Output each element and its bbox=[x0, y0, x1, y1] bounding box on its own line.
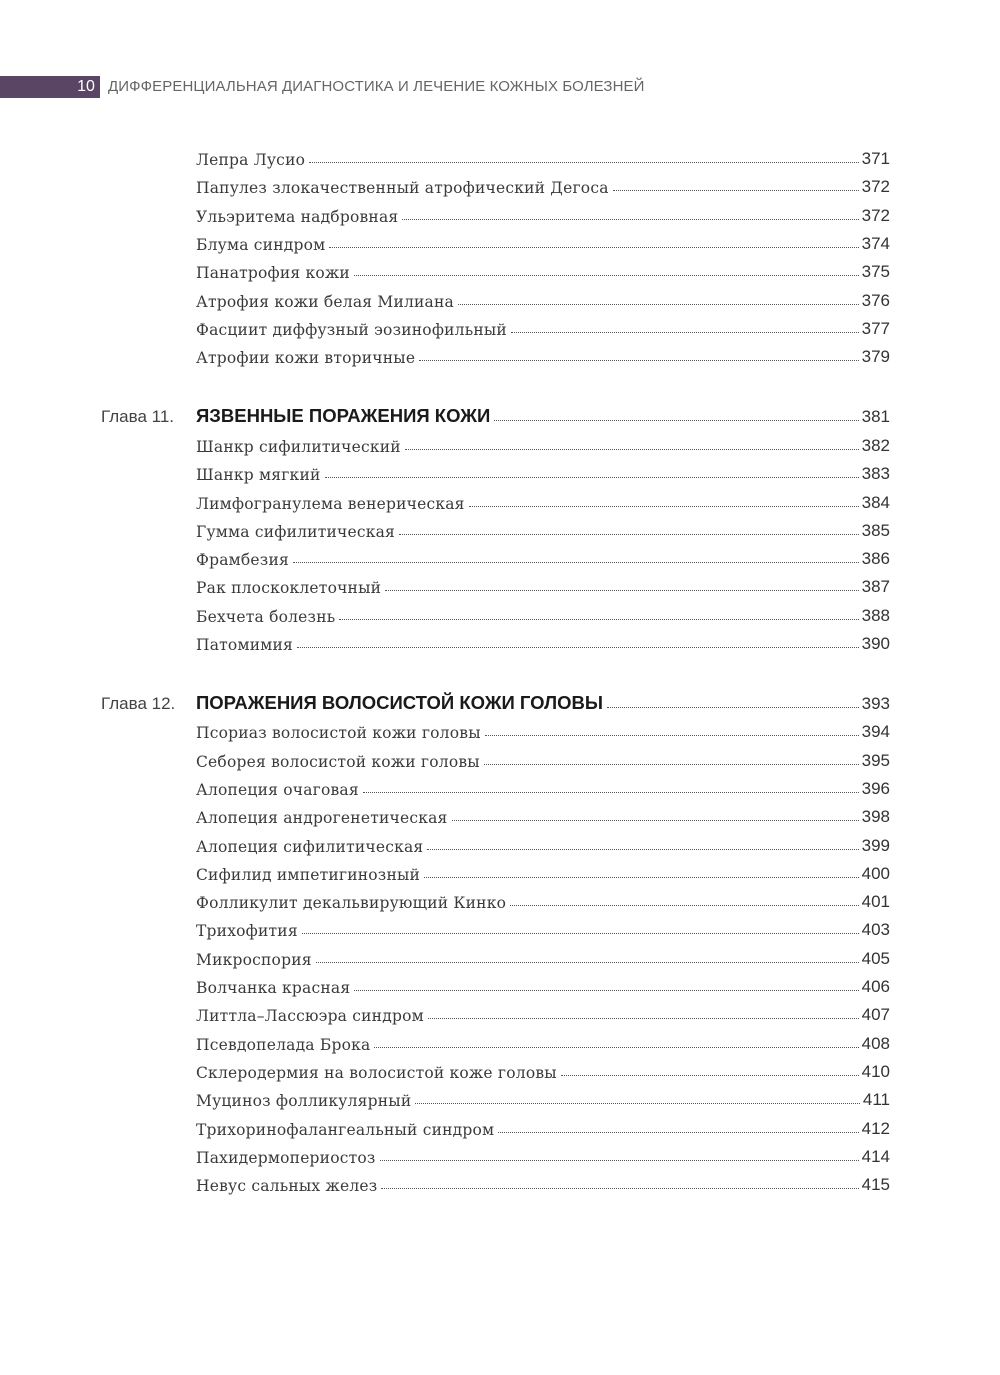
toc-entry-label: Фасциит диффузный эозинофильный bbox=[196, 321, 507, 339]
dot-leader bbox=[452, 820, 859, 821]
chapter-title: ЯЗВЕННЫЕ ПОРАЖЕНИЯ КОЖИ bbox=[196, 405, 491, 426]
toc-entry-label: Алопеция андрогенетическая bbox=[196, 809, 448, 827]
toc-entry-label: Псориаз волосистой кожи головы bbox=[196, 724, 481, 742]
toc-entry-label: Панатрофия кожи bbox=[196, 264, 350, 282]
toc-entry[interactable] bbox=[196, 517, 890, 541]
dot-leader bbox=[363, 792, 859, 793]
dot-leader bbox=[510, 905, 859, 906]
dot-leader bbox=[428, 1018, 859, 1019]
toc-entry-label: Блума синдром bbox=[196, 236, 326, 254]
dot-leader bbox=[484, 764, 859, 765]
dot-leader bbox=[325, 477, 859, 478]
chapter-number: Глава 12. bbox=[101, 694, 176, 713]
book-title: ДИФФЕРЕНЦИАЛЬНАЯ ДИАГНОСТИКА И ЛЕЧЕНИЕ КОЖНЫХ БОЛЕЗНЕЙ bbox=[108, 78, 645, 95]
dot-leader bbox=[498, 1132, 858, 1133]
toc-entry[interactable] bbox=[196, 803, 890, 827]
toc-entry-page: 383 bbox=[861, 464, 890, 483]
toc-entry-label: Атрофии кожи вторичные bbox=[196, 349, 416, 367]
chapter-page: 393 bbox=[861, 694, 890, 713]
dot-leader bbox=[511, 332, 859, 333]
toc-entry-label: Папулез злокачественный атрофический Дегоса bbox=[196, 179, 609, 197]
chapter-heading-12[interactable] bbox=[101, 690, 890, 714]
toc-entry[interactable] bbox=[196, 315, 890, 339]
toc-entry-label: Трихоринофалангеальный синдром bbox=[196, 1121, 495, 1139]
toc-entry-page: 407 bbox=[861, 1005, 890, 1024]
toc-entry-page: 375 bbox=[861, 262, 890, 281]
toc-entry-page: 372 bbox=[861, 177, 890, 196]
toc-entry[interactable] bbox=[196, 1171, 890, 1195]
dot-leader bbox=[561, 1075, 859, 1076]
toc-entry-label: Лимфогранулема венерическая bbox=[196, 495, 465, 513]
dot-leader bbox=[415, 1103, 860, 1104]
toc-entry-label: Бехчета болезнь bbox=[196, 608, 336, 626]
chapter-number: Глава 11. bbox=[101, 407, 175, 426]
toc-entry-page: 376 bbox=[861, 291, 890, 310]
toc-entry-page: 384 bbox=[861, 493, 890, 512]
toc-entry[interactable] bbox=[196, 460, 890, 484]
toc-entry-page: 374 bbox=[861, 234, 890, 253]
dot-leader bbox=[424, 877, 859, 878]
dot-leader bbox=[458, 304, 859, 305]
toc-entry-label: Рак плоскоклеточный bbox=[196, 579, 382, 597]
toc-entry[interactable] bbox=[196, 630, 890, 654]
dot-leader bbox=[485, 735, 859, 736]
toc-entry-label: Атрофия кожи белая Милиана bbox=[196, 293, 454, 311]
chapter-page: 381 bbox=[861, 407, 890, 426]
toc-entry[interactable] bbox=[196, 973, 890, 997]
dot-leader bbox=[309, 162, 858, 163]
dot-leader bbox=[402, 219, 858, 220]
dot-leader bbox=[380, 1160, 859, 1161]
toc-entry[interactable] bbox=[196, 287, 890, 311]
dot-leader bbox=[381, 1188, 858, 1189]
toc-entry[interactable] bbox=[196, 775, 890, 799]
toc-entry-page: 403 bbox=[861, 920, 890, 939]
toc-entry-label: Невус сальных желез bbox=[196, 1177, 378, 1195]
toc-entry[interactable] bbox=[196, 202, 890, 226]
toc-entry[interactable] bbox=[196, 1143, 890, 1167]
toc-entry-page: 371 bbox=[861, 149, 890, 168]
dot-leader bbox=[419, 360, 858, 361]
toc-entry-page: 386 bbox=[861, 549, 890, 568]
toc-entry[interactable] bbox=[196, 1001, 890, 1025]
toc-entry-label: Патомимия bbox=[196, 636, 294, 654]
toc-entry-label: Шанкр сифилитический bbox=[196, 438, 401, 456]
toc-entry-label: Гумма сифилитическая bbox=[196, 523, 396, 541]
toc-entry[interactable] bbox=[196, 258, 890, 282]
dot-leader bbox=[374, 1047, 858, 1048]
dot-leader bbox=[293, 562, 859, 563]
toc-entry[interactable] bbox=[196, 489, 890, 513]
chapter-heading-11[interactable] bbox=[101, 403, 890, 427]
dot-leader bbox=[329, 247, 858, 248]
toc-entry-page: 401 bbox=[861, 892, 890, 911]
toc-entry[interactable] bbox=[196, 888, 890, 912]
toc-entry[interactable] bbox=[196, 1058, 890, 1082]
dot-leader bbox=[405, 449, 859, 450]
toc-entry-label: Лепра Лусио bbox=[196, 151, 306, 169]
toc-entry-page: 395 bbox=[861, 751, 890, 770]
toc-entry-label: Сифилид импетигинозный bbox=[196, 866, 421, 884]
dot-leader bbox=[399, 534, 859, 535]
dot-leader bbox=[469, 506, 859, 507]
toc-entry-page: 382 bbox=[861, 436, 890, 455]
toc-entry[interactable] bbox=[196, 602, 890, 626]
toc-entry-page: 377 bbox=[861, 319, 890, 338]
page-number: 10 bbox=[77, 78, 95, 95]
toc-entry-page: 399 bbox=[861, 836, 890, 855]
dot-leader bbox=[339, 619, 858, 620]
toc-entry-page: 405 bbox=[861, 949, 890, 968]
toc-entry[interactable] bbox=[196, 173, 890, 197]
toc-entry[interactable] bbox=[196, 573, 890, 597]
toc-entry-page: 400 bbox=[861, 864, 890, 883]
toc-entry-page: 398 bbox=[861, 807, 890, 826]
toc-entry[interactable] bbox=[196, 747, 890, 771]
toc-entry[interactable] bbox=[196, 718, 890, 742]
toc-entry-page: 372 bbox=[861, 206, 890, 225]
toc-entry-label: Псевдопелада Брока bbox=[196, 1036, 371, 1054]
toc-entry-page: 394 bbox=[861, 722, 890, 741]
toc-entry-page: 414 bbox=[861, 1147, 890, 1166]
toc-entry-label: Волчанка красная bbox=[196, 979, 351, 997]
dot-leader bbox=[316, 962, 859, 963]
toc-entry-label: Трихофития bbox=[196, 922, 298, 940]
toc-entry[interactable] bbox=[196, 145, 890, 169]
toc-entry[interactable] bbox=[196, 230, 890, 254]
toc-entry-page: 385 bbox=[861, 521, 890, 540]
toc-entry-label: Ульэритема надбровная bbox=[196, 208, 399, 226]
dot-leader bbox=[613, 190, 859, 191]
dot-leader bbox=[297, 647, 859, 648]
toc-entry-label: Шанкр мягкий bbox=[196, 466, 321, 484]
dot-leader bbox=[354, 990, 858, 991]
dot-leader bbox=[302, 933, 859, 934]
toc-entry-label: Себорея волосистой кожи головы bbox=[196, 753, 480, 771]
toc-entry[interactable] bbox=[196, 1086, 890, 1110]
toc-entry-label: Муциноз фолликулярный bbox=[196, 1092, 412, 1110]
dot-leader bbox=[354, 275, 859, 276]
toc-entry[interactable] bbox=[196, 945, 890, 969]
dot-leader bbox=[385, 590, 858, 591]
toc-entry-label: Фолликулит декальвирующий Кинко bbox=[196, 894, 507, 912]
toc-entry[interactable] bbox=[196, 1030, 890, 1054]
toc-entry-page: 388 bbox=[861, 606, 890, 625]
toc-entry-page: 390 bbox=[861, 634, 890, 653]
toc-entry-label: Литтла–Лассюэра синдром bbox=[196, 1007, 424, 1025]
toc-entry-page: 415 bbox=[861, 1175, 890, 1194]
toc-entry-label: Пахидермопериостоз bbox=[196, 1149, 376, 1167]
toc-entry-page: 396 bbox=[861, 779, 890, 798]
dot-leader bbox=[607, 707, 859, 708]
toc-entry-page: 411 bbox=[862, 1090, 890, 1109]
toc-entry-label: Микроспория bbox=[196, 951, 312, 969]
chapter-title: ПОРАЖЕНИЯ ВОЛОСИСТОЙ КОЖИ ГОЛОВЫ bbox=[196, 692, 603, 713]
toc-entry-label: Фрамбезия bbox=[196, 551, 289, 569]
toc-entry-page: 412 bbox=[861, 1119, 890, 1138]
toc-entry[interactable] bbox=[196, 432, 890, 456]
dot-leader bbox=[427, 849, 858, 850]
toc-entry-label: Склеродермия на волосистой коже головы bbox=[196, 1064, 557, 1082]
toc-entry-page: 408 bbox=[861, 1034, 890, 1053]
toc-entry-page: 406 bbox=[861, 977, 890, 996]
toc-entry-page: 379 bbox=[861, 347, 890, 366]
toc-entry[interactable] bbox=[196, 343, 890, 367]
dot-leader bbox=[494, 420, 858, 421]
toc-entry[interactable] bbox=[196, 916, 890, 940]
toc-entry-page: 410 bbox=[861, 1062, 890, 1081]
toc-entry[interactable] bbox=[196, 1115, 890, 1139]
toc-entry[interactable] bbox=[196, 860, 890, 884]
toc-entry[interactable] bbox=[196, 545, 890, 569]
toc-entry-label: Алопеция сифилитическая bbox=[196, 838, 424, 856]
toc-entry-page: 387 bbox=[861, 577, 890, 596]
toc-entry[interactable] bbox=[196, 832, 890, 856]
toc-entry-label: Алопеция очаговая bbox=[196, 781, 359, 799]
running-header bbox=[0, 76, 1000, 98]
